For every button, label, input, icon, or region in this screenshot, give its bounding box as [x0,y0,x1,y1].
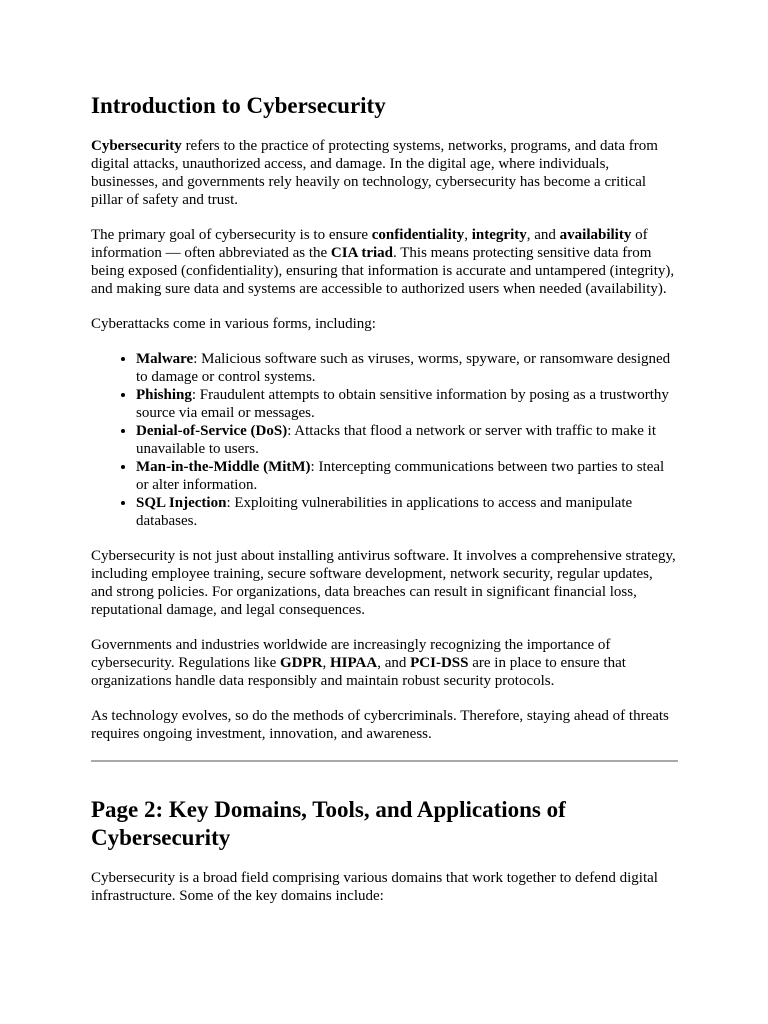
paragraph-cia-triad: The primary goal of cybersecurity is to ensure confidentiality, integrity, and availability of information — often abbreviated as the CIA triad. This means protecting sensitive data from being exposed (confidentiality), ensuring that information is accurate and untampered (integrity), and making sure data and systems are accessible to authorized users when needed (availability). [91,227,675,297]
term-gdpr: GDPR [279,655,323,671]
section-divider [91,760,678,762]
term-cia-triad: CIA triad [330,245,394,261]
paragraph-attacks-intro: Cyberattacks come in various forms, including: [91,316,376,332]
list-item: • Malware: Malicious software such as viruses, worms, spyware, or ransomware designed to damage or control systems. [136,350,678,386]
attack-types-list [91,350,678,530]
term-pci-dss: PCI-DSS [410,655,469,671]
term-cybersecurity: Cybersecurity [91,138,182,154]
paragraph-definition: Cybersecurity refers to the practice of protecting systems, networks, programs, and data from digital attacks, unauthorized access, and damage. In the digital age, where individuals, businesses, and governments rely heavily on technology, cybersecurity has become a critical pillar of safety and trust. [91,138,658,208]
list-item: • Man-in-the-Middle (MitM): Intercepting communications between two parties to steal or alter information. [136,458,678,494]
section-heading-introduction: Introduction to Cybersecurity [91,93,386,118]
term-integrity: integrity [471,227,527,243]
paragraph-domains-intro: Cybersecurity is a broad field comprising various domains that work together to defend digital infrastructure. Some of the key domains include: [91,870,658,904]
paragraph-conclusion: As technology evolves, so do the methods of cybercriminals. Therefore, staying ahead of threats requires ongoing investment, innovation, and awareness. [91,708,669,742]
section-heading-page-2: Page 2: Key Domains, Tools, and Applications of Cybersecurity [91,797,566,850]
paragraph-strategy: Cybersecurity is not just about installing antivirus software. It involves a comprehensive strategy, including employee training, secure software development, network security, regular updates, and strong policies. For organizations, data breaches can result in significant financial loss, reputational damage, and legal consequences. [91,548,676,618]
list-item: • Phishing: Fraudulent attempts to obtain sensitive information by posing as a trustworthy source via email or messages. [136,386,678,422]
term-confidentiality: confidentiality [371,227,465,243]
term-hipaa: HIPAA [329,655,378,671]
paragraph-regulations: Governments and industries worldwide are increasingly recognizing the importance of cybersecurity. Regulations like GDPR, HIPAA, and PCI-DSS are in place to ensure that organizations handle data responsibly and maintain robust security protocols. [91,637,626,689]
list-item: • SQL Injection: Exploiting vulnerabilities in applications to access and manipulate databases. [136,494,678,530]
list-item: • Denial-of-Service (DoS): Attacks that flood a network or server with traffic to make it unavailable to users. [136,422,678,458]
term-availability: availability [559,227,632,243]
